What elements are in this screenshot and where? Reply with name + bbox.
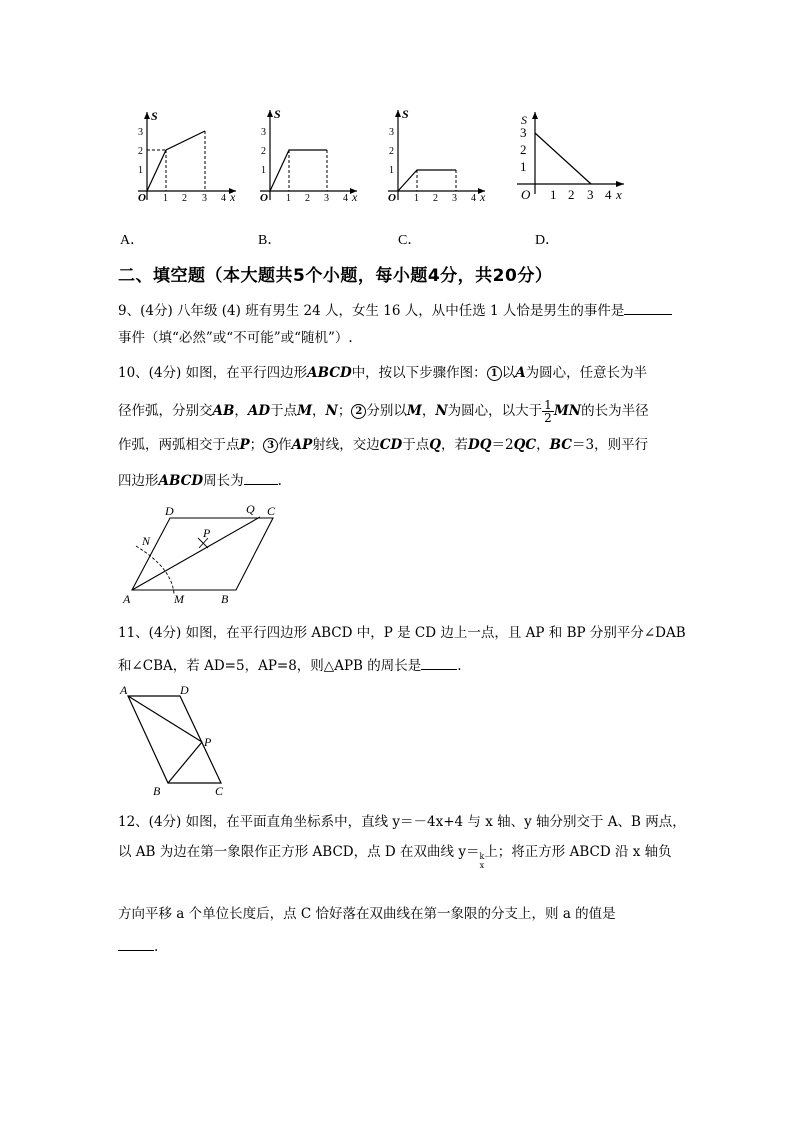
q10-line1 bbox=[118, 364, 647, 382]
x-tick-1: 1 bbox=[163, 193, 168, 204]
y-label: S bbox=[521, 113, 527, 127]
q10-answer-blank[interactable] bbox=[244, 470, 278, 485]
label-c: C bbox=[267, 504, 276, 518]
y-label: S bbox=[274, 107, 281, 121]
x-tick-3: 3 bbox=[587, 187, 594, 202]
q10-text: 为圆心，以大于 bbox=[447, 403, 543, 419]
q10-text: ； bbox=[337, 403, 352, 419]
q10-math: Q bbox=[429, 437, 442, 453]
q10-text: 周长为 bbox=[203, 473, 244, 489]
option-graphs bbox=[0, 95, 794, 215]
graph-a bbox=[138, 109, 236, 204]
q10-math: N bbox=[435, 403, 448, 419]
q11-answer-blank[interactable] bbox=[421, 655, 457, 670]
origin-label: O bbox=[388, 192, 396, 204]
option-b-label: B． bbox=[258, 233, 282, 248]
step-2-marker: 2 bbox=[351, 404, 366, 419]
label-b: B bbox=[221, 592, 229, 606]
q11-text: . bbox=[457, 658, 462, 674]
y-axis-arrow bbox=[267, 110, 273, 117]
q10-text: ， bbox=[312, 403, 326, 419]
q10-text: . bbox=[277, 473, 282, 489]
step-1-marker: 1 bbox=[487, 366, 502, 381]
y-tick-2: 2 bbox=[261, 146, 266, 157]
q10-text: 四边形 bbox=[118, 473, 159, 489]
fraction-denominator: 2 bbox=[544, 411, 552, 425]
q9-line1 bbox=[118, 300, 672, 320]
q10-text: 的长为半径 bbox=[581, 403, 649, 419]
label-n: N bbox=[142, 534, 151, 548]
q12-line3: 方向平移 a 个单位长度后，点 C 恰好落在双曲线在第一象限的分支上，则 a 的值是 bbox=[118, 906, 616, 922]
y-tick-3: 3 bbox=[389, 127, 394, 138]
q10-math: AD bbox=[247, 403, 271, 419]
q9-line2: 事件（填“必然”或“不可能”或“随机”）. bbox=[118, 330, 353, 346]
q10-text: 径作弧，分别交 bbox=[118, 403, 213, 419]
section-title: 二、填空题（本大题共5个小题，每小题4分，共20分） bbox=[118, 266, 553, 286]
q10-math: A bbox=[515, 365, 526, 381]
x-tick-1: 1 bbox=[414, 193, 419, 204]
label-d: D bbox=[180, 683, 189, 697]
q10-text: ，若 bbox=[441, 437, 469, 453]
q10-math: N bbox=[325, 403, 338, 419]
graph-line bbox=[270, 150, 327, 191]
segment-bp bbox=[168, 742, 202, 783]
q12-text: . bbox=[154, 939, 159, 955]
x-tick-2: 2 bbox=[182, 193, 187, 204]
q10-text: 为圆心，任意长为半 bbox=[525, 365, 648, 381]
y-label: S bbox=[151, 109, 158, 123]
q10-math: AP bbox=[291, 437, 313, 453]
label-c: C bbox=[215, 784, 224, 798]
fraction-numerator: k bbox=[479, 852, 485, 861]
q10-text: 射线，交边 bbox=[312, 437, 380, 453]
label-b: B bbox=[153, 784, 161, 798]
y-tick-1: 1 bbox=[520, 159, 527, 174]
q10-text: 于点 bbox=[402, 437, 430, 453]
graph-line bbox=[147, 131, 205, 191]
x-tick-3: 3 bbox=[202, 193, 207, 204]
x-tick-1: 1 bbox=[550, 187, 557, 202]
q10-math: DQ bbox=[468, 437, 492, 453]
graph-b bbox=[260, 107, 358, 204]
x-tick-4: 4 bbox=[605, 187, 612, 202]
q12-text: 以 AB 为边在第一象限作正方形 ABCD，点 D 在双曲线 y＝ bbox=[118, 844, 480, 860]
q10-line4 bbox=[118, 470, 282, 490]
y-label: S bbox=[402, 107, 409, 121]
q10-text: ， bbox=[536, 437, 550, 453]
x-label: x bbox=[480, 190, 486, 204]
q10-text: 以 bbox=[501, 365, 516, 381]
y-tick-1: 1 bbox=[261, 165, 266, 176]
graph-line bbox=[398, 170, 456, 191]
origin-label: O bbox=[260, 192, 268, 204]
q10-text: 作 bbox=[278, 437, 292, 453]
q10-math: MN bbox=[553, 403, 582, 419]
origin-label: O bbox=[138, 192, 146, 204]
graph-c bbox=[388, 107, 486, 204]
option-c-label: C． bbox=[398, 233, 422, 248]
q10-text: ， bbox=[234, 403, 248, 419]
q12-line1: 12、(4分) 如图，在平面直角坐标系中，直线 y＝－4x+4 与 x 轴、y 轴分别交于 A、B 两点， bbox=[118, 814, 686, 830]
y-axis-arrow bbox=[532, 112, 538, 119]
y-tick-3: 3 bbox=[138, 127, 143, 138]
y-axis-arrow bbox=[395, 110, 401, 117]
q12-line2 bbox=[118, 843, 672, 870]
q10-line3 bbox=[118, 436, 648, 454]
arc-mn bbox=[136, 546, 174, 594]
q12-text: 上；将正方形 ABCD 沿 x 轴负 bbox=[484, 844, 672, 860]
q10-text: 中，按以下步骤作图： bbox=[351, 365, 487, 381]
label-p: P bbox=[204, 735, 212, 749]
x-tick-1: 1 bbox=[286, 193, 291, 204]
y-axis-arrow bbox=[144, 112, 150, 119]
label-q: Q bbox=[246, 502, 255, 516]
x-tick-4: 4 bbox=[343, 193, 348, 204]
q10-math: ABCD bbox=[307, 365, 352, 381]
q10-math: ABCD bbox=[158, 473, 204, 489]
label-a: A bbox=[123, 592, 131, 606]
option-a-label: A． bbox=[120, 233, 145, 248]
q10-math: P bbox=[239, 437, 250, 453]
q10-math: BC bbox=[549, 437, 572, 453]
q10-text: 于点 bbox=[270, 403, 298, 419]
x-tick-2: 2 bbox=[433, 193, 438, 204]
q10-math: M bbox=[297, 403, 313, 419]
x-tick-2: 2 bbox=[305, 193, 310, 204]
option-d-label: D． bbox=[535, 233, 560, 248]
fraction-half bbox=[542, 399, 554, 424]
y-tick-2: 2 bbox=[520, 142, 527, 157]
q10-math: AB bbox=[212, 403, 235, 419]
x-label: x bbox=[352, 190, 358, 204]
q10-math: M bbox=[406, 403, 422, 419]
q10-text: 分别以 bbox=[366, 403, 407, 419]
label-a: A bbox=[120, 683, 128, 697]
y-tick-1: 1 bbox=[138, 165, 143, 176]
q11-text: 和∠CBA，若 AD=5，AP=8，则△APB 的周长是 bbox=[118, 658, 422, 674]
q10-math: QC bbox=[513, 437, 537, 453]
y-tick-2: 2 bbox=[389, 146, 394, 157]
y-tick-3: 3 bbox=[520, 125, 527, 140]
fraction-denominator: x bbox=[479, 861, 485, 870]
label-d: D bbox=[165, 504, 174, 518]
q10-text: 作弧，两弧相交于点 bbox=[118, 437, 240, 453]
q11-line1: 11、(4分) 如图，在平行四边形 ABCD 中，P 是 CD 边上一点，且 AP 和 BP 分别平分∠DAB bbox=[118, 625, 686, 641]
origin-label: O bbox=[521, 187, 531, 202]
label-m: M bbox=[174, 592, 184, 606]
x-tick-3: 3 bbox=[324, 193, 329, 204]
q11-figure bbox=[110, 680, 240, 800]
x-tick-4: 4 bbox=[221, 193, 226, 204]
graph-d bbox=[517, 112, 624, 202]
y-tick-1: 1 bbox=[389, 165, 394, 176]
q10-text: ＝3，则平行 bbox=[572, 437, 649, 453]
y-tick-2: 2 bbox=[138, 146, 143, 157]
x-tick-3: 3 bbox=[452, 193, 457, 204]
q10-line2 bbox=[118, 398, 649, 424]
step-3-marker: 3 bbox=[263, 438, 278, 453]
q10-figure bbox=[110, 498, 300, 613]
q11-line2 bbox=[118, 655, 462, 675]
graph-line bbox=[535, 133, 591, 184]
q10-text: ＝2 bbox=[491, 437, 514, 453]
q10-text: 10、(4分) 如图，在平行四边形 bbox=[118, 365, 308, 381]
x-label: x bbox=[230, 190, 236, 204]
label-p: P bbox=[203, 526, 211, 540]
fraction-numerator: 1 bbox=[544, 398, 552, 412]
x-label: x bbox=[616, 187, 622, 202]
q10-text: ， bbox=[421, 403, 436, 419]
q9-text: 9、(4分) 八年级 (4) 班有男生 24 人，女生 16 人，从中任选 1 人恰是男生的事件是 bbox=[118, 303, 625, 319]
x-tick-2: 2 bbox=[568, 187, 575, 202]
q9-answer-blank[interactable] bbox=[624, 300, 672, 315]
q12-answer-blank[interactable] bbox=[118, 936, 154, 951]
q10-math: CD bbox=[379, 437, 403, 453]
q12-line4 bbox=[118, 936, 158, 956]
y-tick-3: 3 bbox=[261, 127, 266, 138]
x-tick-4: 4 bbox=[471, 193, 476, 204]
q10-text: ； bbox=[249, 437, 264, 453]
